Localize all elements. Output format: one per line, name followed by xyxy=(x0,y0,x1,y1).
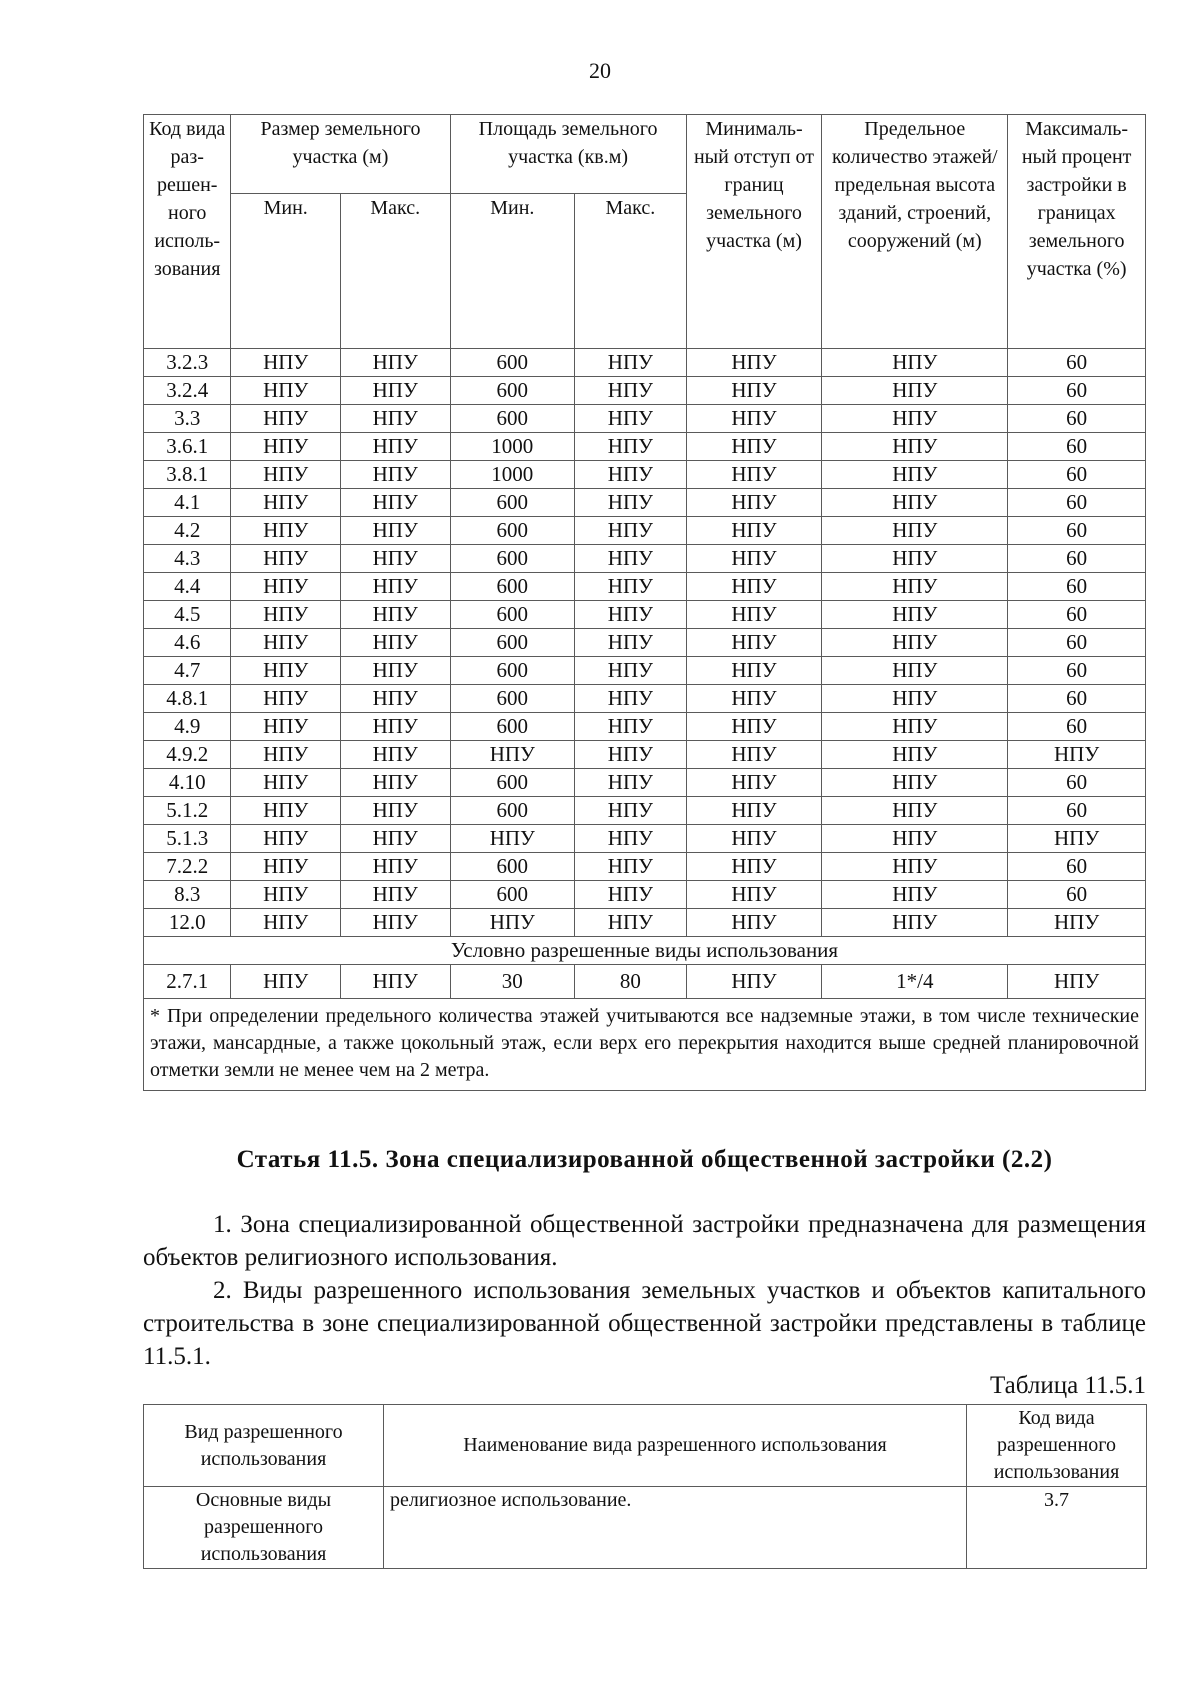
code-cell: 4.8.1 xyxy=(144,685,231,713)
header-floors: Предельное количество этажей/ предельная высота зданий, строений, сооружений (м) xyxy=(822,115,1008,349)
article-paragraph-1: 1. Зона специализированной общественной застройки предназначена для размещения объектов религиозного использования. xyxy=(143,1211,1146,1271)
setback-cell: НПУ xyxy=(686,881,822,909)
area-min-cell: 600 xyxy=(450,517,575,545)
table-row xyxy=(144,489,1146,517)
size-min-cell: НПУ xyxy=(231,349,341,377)
coverage-cell: 60 xyxy=(1008,433,1146,461)
size-min-cell: НПУ xyxy=(231,825,341,853)
size-max-cell: НПУ xyxy=(340,853,450,881)
size-max-cell: НПУ xyxy=(340,601,450,629)
area-min-cell: НПУ xyxy=(450,741,575,769)
area-min-cell: 600 xyxy=(450,349,575,377)
area-max-cell: НПУ xyxy=(575,713,687,741)
code-cell: 7.2.2 xyxy=(144,853,231,881)
code-cell: 3.2.4 xyxy=(144,377,231,405)
table-row xyxy=(144,629,1146,657)
size-max-cell: НПУ xyxy=(340,461,450,489)
code-cell: 3.2.3 xyxy=(144,349,231,377)
table-row xyxy=(144,461,1146,489)
area-max-cell: НПУ xyxy=(575,657,687,685)
size-min-cell: НПУ xyxy=(231,517,341,545)
floors-cell: НПУ xyxy=(822,685,1008,713)
setback-cell: НПУ xyxy=(686,741,822,769)
floors-cell: НПУ xyxy=(822,517,1008,545)
size-min-cell: НПУ xyxy=(231,461,341,489)
code-cell: 4.3 xyxy=(144,545,231,573)
size-max-cell: НПУ xyxy=(340,377,450,405)
floors-cell: НПУ xyxy=(822,657,1008,685)
header-area-min: Мин. xyxy=(450,194,575,349)
floors-cell: НПУ xyxy=(822,769,1008,797)
footnote-text: * При определении предельного количества этажей учитываются все надземные этажи, в том числе технические этажи, мансардные, а также цокольный этаж, если верх его перекрытия находится выше средней планировочной отметки земли не менее чем на 2 метра. xyxy=(144,999,1146,1091)
area-min-cell: 600 xyxy=(450,657,575,685)
setback-cell: НПУ xyxy=(686,573,822,601)
coverage-cell: НПУ xyxy=(1008,825,1146,853)
code-cell: 3.3 xyxy=(144,405,231,433)
size-max-cell: НПУ xyxy=(340,573,450,601)
table-row xyxy=(144,517,1146,545)
setback-cell: НПУ xyxy=(686,349,822,377)
size-min-cell: НПУ xyxy=(231,965,341,999)
permitted-use-table xyxy=(143,1404,1147,1569)
coverage-cell: 60 xyxy=(1008,405,1146,433)
area-min-cell: 600 xyxy=(450,545,575,573)
setback-cell: НПУ xyxy=(686,713,822,741)
size-min-cell: НПУ xyxy=(231,433,341,461)
setback-cell: НПУ xyxy=(686,601,822,629)
size-min-cell: НПУ xyxy=(231,377,341,405)
area-min-cell: 1000 xyxy=(450,461,575,489)
size-min-cell: НПУ xyxy=(231,489,341,517)
floors-cell: НПУ xyxy=(822,545,1008,573)
setback-cell: НПУ xyxy=(686,965,822,999)
article-heading: Статья 11.5. Зона специализированной общественной застройки (2.2) xyxy=(236,1146,1053,1173)
floors-cell: НПУ xyxy=(822,405,1008,433)
setback-cell: НПУ xyxy=(686,433,822,461)
size-max-cell: НПУ xyxy=(340,405,450,433)
setback-cell: НПУ xyxy=(686,685,822,713)
setback-cell: НПУ xyxy=(686,461,822,489)
header-size-min: Мин. xyxy=(231,194,341,349)
conditional-uses-caption: Условно разрешенные виды использования xyxy=(144,937,1146,965)
area-max-cell: НПУ xyxy=(575,517,687,545)
area-max-cell: НПУ xyxy=(575,797,687,825)
size-max-cell: НПУ xyxy=(340,685,450,713)
section-caption-row xyxy=(144,937,1146,965)
table-row xyxy=(144,405,1146,433)
area-min-cell: 600 xyxy=(450,489,575,517)
area-min-cell: 600 xyxy=(450,881,575,909)
area-min-cell: НПУ xyxy=(450,825,575,853)
setback-cell: НПУ xyxy=(686,657,822,685)
coverage-cell: НПУ xyxy=(1008,741,1146,769)
setback-cell: НПУ xyxy=(686,825,822,853)
floors-cell: НПУ xyxy=(822,377,1008,405)
coverage-cell: 60 xyxy=(1008,685,1146,713)
table-row xyxy=(144,797,1146,825)
use-kind-cell: Основные виды разрешенного использования xyxy=(144,1487,384,1569)
size-max-cell: НПУ xyxy=(340,909,450,937)
code-cell: 3.8.1 xyxy=(144,461,231,489)
size-min-cell: НПУ xyxy=(231,713,341,741)
coverage-cell: 60 xyxy=(1008,517,1146,545)
header-plot-area: Площадь земельного участка (кв.м) xyxy=(450,115,686,194)
floors-cell: НПУ xyxy=(822,461,1008,489)
header-size-max: Макс. xyxy=(340,194,450,349)
size-max-cell: НПУ xyxy=(340,657,450,685)
code-cell: 4.9 xyxy=(144,713,231,741)
code-cell: 3.6.1 xyxy=(144,433,231,461)
coverage-cell: 60 xyxy=(1008,629,1146,657)
area-min-cell: 600 xyxy=(450,853,575,881)
floors-cell: НПУ xyxy=(822,629,1008,657)
code-cell: 4.5 xyxy=(144,601,231,629)
code-cell: 2.7.1 xyxy=(144,965,231,999)
table-row xyxy=(144,545,1146,573)
floors-cell: НПУ xyxy=(822,713,1008,741)
size-max-cell: НПУ xyxy=(340,741,450,769)
code-cell: 12.0 xyxy=(144,909,231,937)
size-max-cell: НПУ xyxy=(340,433,450,461)
setback-cell: НПУ xyxy=(686,545,822,573)
land-use-parameters-table xyxy=(143,114,1146,1091)
size-max-cell: НПУ xyxy=(340,881,450,909)
setback-cell: НПУ xyxy=(686,405,822,433)
area-max-cell: НПУ xyxy=(575,769,687,797)
floors-cell: НПУ xyxy=(822,489,1008,517)
coverage-cell: НПУ xyxy=(1008,909,1146,937)
header-coverage: Максималь-ный процент застройки в границах земельного участка (%) xyxy=(1008,115,1146,349)
area-min-cell: 1000 xyxy=(450,433,575,461)
coverage-cell: 60 xyxy=(1008,573,1146,601)
table-row xyxy=(144,573,1146,601)
setback-cell: НПУ xyxy=(686,797,822,825)
table-row xyxy=(144,377,1146,405)
coverage-cell: 60 xyxy=(1008,349,1146,377)
table-row xyxy=(144,825,1146,853)
footnote-row xyxy=(144,999,1146,1091)
code-cell: 4.9.2 xyxy=(144,741,231,769)
coverage-cell: 60 xyxy=(1008,461,1146,489)
floors-cell: НПУ xyxy=(822,433,1008,461)
area-max-cell: НПУ xyxy=(575,909,687,937)
coverage-cell: 60 xyxy=(1008,769,1146,797)
coverage-cell: 60 xyxy=(1008,545,1146,573)
code-cell: 5.1.2 xyxy=(144,797,231,825)
header-use-code: Код вида разрешенного использования xyxy=(967,1405,1147,1487)
area-max-cell: 80 xyxy=(575,965,687,999)
use-name-cell: религиозное использование. xyxy=(384,1487,967,1569)
setback-cell: НПУ xyxy=(686,517,822,545)
page-number: 20 xyxy=(589,58,611,83)
code-cell: 4.10 xyxy=(144,769,231,797)
coverage-cell: 60 xyxy=(1008,853,1146,881)
floors-cell: НПУ xyxy=(822,909,1008,937)
size-max-cell: НПУ xyxy=(340,713,450,741)
setback-cell: НПУ xyxy=(686,909,822,937)
table-row xyxy=(144,769,1146,797)
size-min-cell: НПУ xyxy=(231,545,341,573)
setback-cell: НПУ xyxy=(686,489,822,517)
use-code-cell: 3.7 xyxy=(967,1487,1147,1569)
size-min-cell: НПУ xyxy=(231,573,341,601)
size-max-cell: НПУ xyxy=(340,349,450,377)
area-max-cell: НПУ xyxy=(575,741,687,769)
size-max-cell: НПУ xyxy=(340,489,450,517)
area-min-cell: 600 xyxy=(450,405,575,433)
area-max-cell: НПУ xyxy=(575,881,687,909)
code-cell: 4.4 xyxy=(144,573,231,601)
coverage-cell: 60 xyxy=(1008,797,1146,825)
table-row xyxy=(144,433,1146,461)
code-cell: 5.1.3 xyxy=(144,825,231,853)
size-min-cell: НПУ xyxy=(231,769,341,797)
header-code: Код вида раз-решен-ного исполь-зования xyxy=(144,115,231,349)
floors-cell: НПУ xyxy=(822,349,1008,377)
area-min-cell: 600 xyxy=(450,601,575,629)
code-cell: 8.3 xyxy=(144,881,231,909)
size-min-cell: НПУ xyxy=(231,853,341,881)
area-min-cell: НПУ xyxy=(450,909,575,937)
area-max-cell: НПУ xyxy=(575,825,687,853)
table-row xyxy=(144,349,1146,377)
size-max-cell: НПУ xyxy=(340,965,450,999)
header-setback: Минималь-ный отступ от границ земельного участка (м) xyxy=(686,115,822,349)
coverage-cell: 60 xyxy=(1008,657,1146,685)
area-max-cell: НПУ xyxy=(575,405,687,433)
setback-cell: НПУ xyxy=(686,377,822,405)
floors-cell: 1*/4 xyxy=(822,965,1008,999)
table-row xyxy=(144,741,1146,769)
code-cell: 4.2 xyxy=(144,517,231,545)
coverage-cell: 60 xyxy=(1008,713,1146,741)
size-min-cell: НПУ xyxy=(231,657,341,685)
code-cell: 4.6 xyxy=(144,629,231,657)
setback-cell: НПУ xyxy=(686,853,822,881)
size-min-cell: НПУ xyxy=(231,909,341,937)
table-row xyxy=(144,881,1146,909)
table-row xyxy=(144,853,1146,881)
size-min-cell: НПУ xyxy=(231,797,341,825)
area-max-cell: НПУ xyxy=(575,853,687,881)
table-caption: Таблица 11.5.1 xyxy=(990,1372,1146,1399)
coverage-cell: НПУ xyxy=(1008,965,1146,999)
floors-cell: НПУ xyxy=(822,741,1008,769)
area-max-cell: НПУ xyxy=(575,461,687,489)
setback-cell: НПУ xyxy=(686,769,822,797)
area-min-cell: 600 xyxy=(450,713,575,741)
area-max-cell: НПУ xyxy=(575,545,687,573)
area-max-cell: НПУ xyxy=(575,433,687,461)
area-min-cell: 600 xyxy=(450,769,575,797)
table-row xyxy=(144,713,1146,741)
area-max-cell: НПУ xyxy=(575,489,687,517)
coverage-cell: 60 xyxy=(1008,881,1146,909)
main-table-body xyxy=(144,349,1146,1091)
size-max-cell: НПУ xyxy=(340,797,450,825)
size-max-cell: НПУ xyxy=(340,517,450,545)
floors-cell: НПУ xyxy=(822,853,1008,881)
table-row xyxy=(144,657,1146,685)
table-row xyxy=(144,685,1146,713)
size-max-cell: НПУ xyxy=(340,769,450,797)
article-paragraph-2: 2. Виды разрешенного использования земельных участков и объектов капитального строительства в зоне специализированной общественной застройки представлены в таблице 11.5.1. xyxy=(143,1277,1146,1370)
size-max-cell: НПУ xyxy=(340,825,450,853)
area-min-cell: 600 xyxy=(450,685,575,713)
floors-cell: НПУ xyxy=(822,797,1008,825)
floors-cell: НПУ xyxy=(822,601,1008,629)
size-min-cell: НПУ xyxy=(231,601,341,629)
area-min-cell: 600 xyxy=(450,573,575,601)
coverage-cell: 60 xyxy=(1008,489,1146,517)
area-max-cell: НПУ xyxy=(575,377,687,405)
code-cell: 4.1 xyxy=(144,489,231,517)
size-min-cell: НПУ xyxy=(231,685,341,713)
code-cell: 4.7 xyxy=(144,657,231,685)
table-row xyxy=(144,1487,1147,1569)
header-use-kind: Вид разрешенного использования xyxy=(144,1405,384,1487)
header-use-name: Наименование вида разрешенного использования xyxy=(384,1405,967,1487)
setback-cell: НПУ xyxy=(686,629,822,657)
table-row xyxy=(144,909,1146,937)
size-min-cell: НПУ xyxy=(231,881,341,909)
area-min-cell: 600 xyxy=(450,629,575,657)
size-min-cell: НПУ xyxy=(231,405,341,433)
header-area-max: Макс. xyxy=(575,194,687,349)
area-max-cell: НПУ xyxy=(575,629,687,657)
floors-cell: НПУ xyxy=(822,825,1008,853)
area-min-cell: 600 xyxy=(450,797,575,825)
table-row xyxy=(144,601,1146,629)
floors-cell: НПУ xyxy=(822,881,1008,909)
table-row xyxy=(144,965,1146,999)
size-min-cell: НПУ xyxy=(231,629,341,657)
floors-cell: НПУ xyxy=(822,573,1008,601)
coverage-cell: 60 xyxy=(1008,601,1146,629)
area-max-cell: НПУ xyxy=(575,601,687,629)
area-max-cell: НПУ xyxy=(575,349,687,377)
area-max-cell: НПУ xyxy=(575,685,687,713)
area-max-cell: НПУ xyxy=(575,573,687,601)
coverage-cell: 60 xyxy=(1008,377,1146,405)
size-max-cell: НПУ xyxy=(340,629,450,657)
size-max-cell: НПУ xyxy=(340,545,450,573)
area-min-cell: 30 xyxy=(450,965,575,999)
area-min-cell: 600 xyxy=(450,377,575,405)
size-min-cell: НПУ xyxy=(231,741,341,769)
header-plot-size: Размер земельного участка (м) xyxy=(231,115,450,194)
